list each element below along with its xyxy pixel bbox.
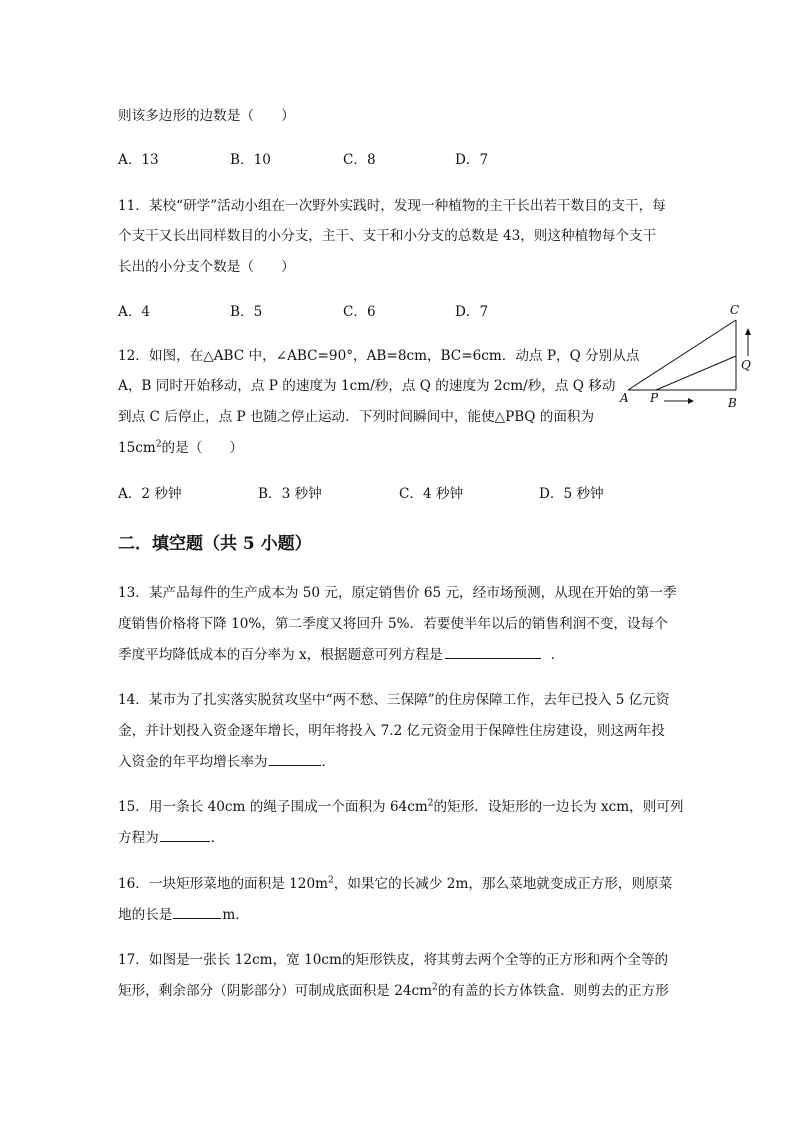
label-a: A xyxy=(620,391,629,405)
q16-stem-line-1 xyxy=(118,872,672,892)
q11-option-d[interactable]: D．7 xyxy=(455,304,489,320)
q10-option-a[interactable]: A．13 xyxy=(118,152,159,168)
q13-stem-line-3-end: ． xyxy=(550,647,565,663)
q11-stem-line-3: 长出的小分支个数是（ ） xyxy=(118,259,295,275)
p-arrow-head xyxy=(688,398,694,404)
q10-option-d[interactable]: D．7 xyxy=(455,152,489,168)
q12-stem-line-2: A，B 同时开始移动，点 P 的速度为 1cm/秒，点 Q 的速度为 2cm/秒，点 Q 移动 xyxy=(118,378,616,394)
label-p: P xyxy=(650,391,659,405)
q16-stem-line-1-tail: ，如果它的长减少 2m，那么菜地就变成正方形，则原菜 xyxy=(333,876,673,892)
q15-stem-line-1 xyxy=(118,795,684,815)
q14-stem-line-3-end: ． xyxy=(321,754,336,770)
side-ac xyxy=(628,320,736,390)
q13-stem-line-1: 13．某产品每件的生产成本为 50 元，原定销售价 65 元，经市场预测，从现在开始的第一季 xyxy=(118,585,677,601)
q16-stem-line-2 xyxy=(118,903,249,923)
q12-stem-line-3: 到点 C 后停止，点 P 也随之停止运动．下列时间瞬间中，能使△PBQ 的面积为 xyxy=(118,409,595,425)
q12-option-c[interactable]: C．4 秒钟 xyxy=(399,486,464,502)
q11-stem-line-1: 11．某校“研学”活动小组在一次野外实践时，发现一种植物的主干长出若干数目的支干，每 xyxy=(118,198,666,214)
q16-stem-line-1-text: 16．一块矩形菜地的面积是 120m xyxy=(118,876,328,892)
q12-area-value: 15cm xyxy=(118,440,156,456)
q17-area-exponent: 2 xyxy=(432,982,438,993)
q12-stem-line-4-tail: 的是（ ） xyxy=(161,440,244,456)
q14-stem-line-1: 14．某市为了扎实落实脱贫攻坚中“两不愁、三保障”的住房保障工作，去年已投入 5 亿元资 xyxy=(118,692,670,708)
q13-stem-line-2: 度销售价格将下降 10%，第二季度又将回升 5%．若要使半年以后的销售利润不变，设每个 xyxy=(118,616,668,632)
q12-area-exponent: 2 xyxy=(155,439,162,450)
q13-stem-line-3 xyxy=(118,643,564,663)
q12-triangle-figure xyxy=(612,298,762,416)
q15-stem-line-2-end: ． xyxy=(210,830,225,846)
q16-stem-line-2-end: m． xyxy=(222,907,249,923)
q13-stem-line-3-text: 季度平均降低成本的百分率为 x，根据题意可列方程是 xyxy=(118,647,443,663)
q10-option-b[interactable]: B．10 xyxy=(230,152,271,168)
label-c: C xyxy=(730,303,740,317)
q12-stem-line-4 xyxy=(118,436,243,456)
q12-option-d[interactable]: D．5 秒钟 xyxy=(539,486,604,502)
q17-stem-line-2-tail: 的有盖的长方体铁盒．则剪去的正方形 xyxy=(437,983,669,999)
q14-stem-line-3 xyxy=(118,750,335,770)
q16-answer-blank[interactable] xyxy=(173,917,221,919)
section-heading-fill-in: 二．填空题（共 5 小题） xyxy=(118,534,312,554)
q15-stem-line-2-text: 方程为 xyxy=(118,830,159,846)
q17-stem-line-2 xyxy=(118,979,669,999)
q15-answer-blank[interactable] xyxy=(160,840,210,842)
q17-stem-line-1: 17．如图是一张长 12cm，宽 10cm的矩形铁皮，将其剪去两个全等的正方形和两个全等的 xyxy=(118,952,669,968)
q15-stem-line-1-text: 15．用一条长 40cm 的绳子围成一个面积为 64cm xyxy=(118,799,428,815)
q10-option-c[interactable]: C．8 xyxy=(343,152,376,168)
q15-stem-line-1-tail: 的矩形．设矩形的一边长为 xcm，则可列 xyxy=(433,799,684,815)
label-q: Q xyxy=(741,358,751,372)
q13-answer-blank[interactable] xyxy=(445,657,541,659)
label-b: B xyxy=(728,396,737,410)
q16-stem-line-2-text: 地的长是 xyxy=(118,907,173,923)
q12-option-b[interactable]: B．3 秒钟 xyxy=(258,486,322,502)
q16-area-exponent: 2 xyxy=(328,875,334,886)
q11-option-b[interactable]: B．5 xyxy=(230,304,263,320)
q12-option-a[interactable]: A．2 秒钟 xyxy=(118,486,182,502)
q14-answer-blank[interactable] xyxy=(269,764,321,766)
segment-pq xyxy=(656,356,736,390)
q14-stem-line-2: 金，并计划投入资金逐年增长，明年将投入 7.2 亿元资金用于保障性住房建设，则这两年投 xyxy=(118,723,665,739)
q14-stem-line-3-text: 入资金的年平均增长率为 xyxy=(118,754,268,770)
q11-option-a[interactable]: A．4 xyxy=(118,304,151,320)
q11-stem-line-2: 个支干又长出同样数目的小分支，主干、支干和小分支的总数是 43，则这种植物每个支干 xyxy=(118,228,657,244)
q12-stem-line-1: 12．如图，在△ABC 中，∠ABC=90°，AB=8cm，BC=6cm．动点 P，Q 分别从点 xyxy=(118,348,640,364)
q17-stem-line-2-text: 矩形，剩余部分（阴影部分）可制成底面积是 24cm xyxy=(118,983,432,999)
q10-stem-tail: 则该多边形的边数是（ ） xyxy=(118,108,295,124)
q-arrow-head xyxy=(745,328,751,335)
q11-option-c[interactable]: C．6 xyxy=(343,304,376,320)
q15-stem-line-2 xyxy=(118,826,224,846)
q15-area-exponent: 2 xyxy=(427,798,434,809)
